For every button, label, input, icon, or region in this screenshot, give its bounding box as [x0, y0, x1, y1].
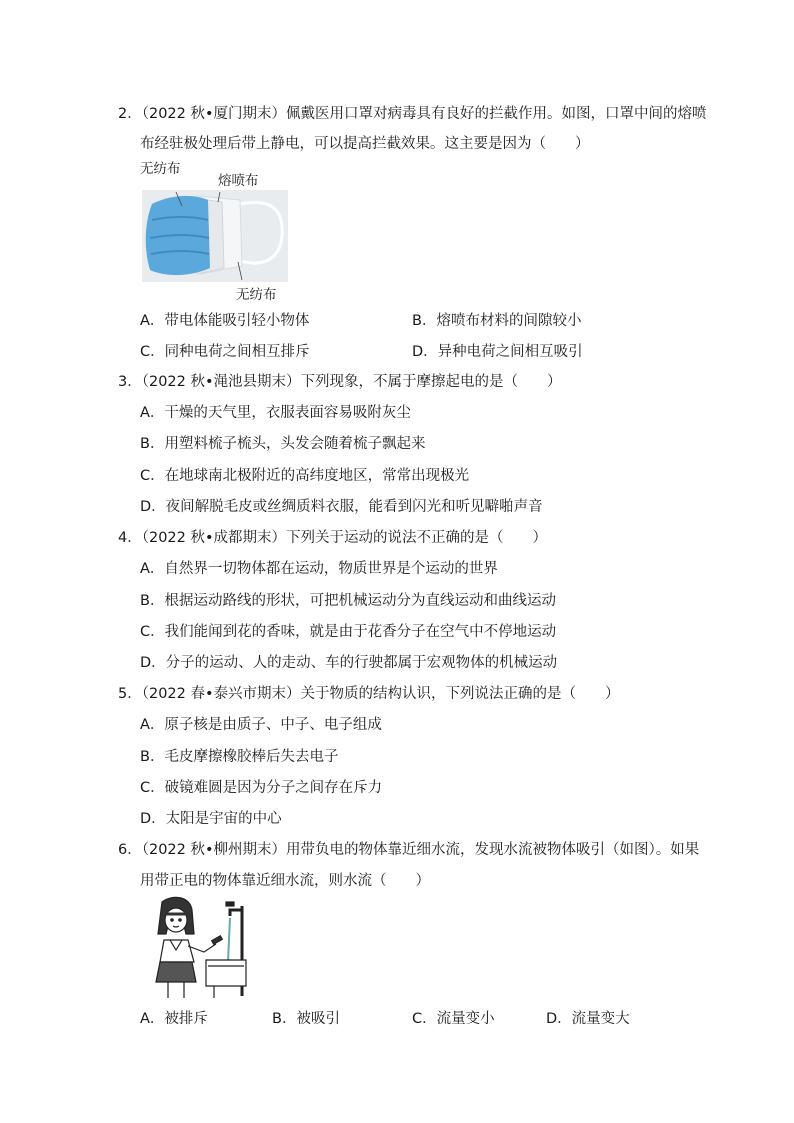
- mask-figure: [142, 190, 288, 282]
- q4-stem: 4．（2022 秋•成都期末）下列关于运动的说法不正确的是（ ）: [118, 530, 548, 546]
- q3-stem: 3．（2022 秋•渑池县期末）下列现象，不属于摩擦起电的是（ ）: [118, 374, 562, 390]
- q3-option-c[interactable]: C．在地球南北极附近的高纬度地区，常常出现极光: [140, 468, 470, 484]
- q2-label-meltblown: 熔喷布: [218, 173, 259, 189]
- girl-with-faucet-icon: [142, 896, 260, 1000]
- q6-option-d[interactable]: D．流量变大: [546, 1011, 630, 1027]
- q4-option-b[interactable]: B．根据运动路线的形状，可把机械运动分为直线运动和曲线运动: [140, 593, 556, 609]
- q2-stem-line-2: 布经驻极处理后带上静电，可以提高拦截效果。这主要是因为（ ）: [140, 136, 590, 152]
- face-mask-icon: [142, 190, 288, 282]
- q2-label-nonwoven-top: 无纺布: [140, 161, 181, 177]
- q4-option-c[interactable]: C．我们能闻到花的香味，就是由于花香分子在空气中不停地运动: [140, 624, 557, 640]
- q6-option-a[interactable]: A．被排斥: [140, 1011, 208, 1027]
- q2-option-d[interactable]: D．异种电荷之间相互吸引: [412, 344, 583, 360]
- q5-option-b[interactable]: B．毛皮摩擦橡胶棒后失去电子: [140, 749, 339, 765]
- q4-option-a[interactable]: A．自然界一切物体都在运动，物质世界是个运动的世界: [140, 561, 498, 577]
- girl-water-figure: [142, 896, 260, 1000]
- q6-option-b[interactable]: B．被吸引: [272, 1011, 340, 1027]
- q2-option-a[interactable]: A．带电体能吸引轻小物体: [140, 313, 310, 329]
- q3-option-d[interactable]: D．夜间解脱毛皮或丝绸质料衣服，能看到闪光和听见噼啪声音: [140, 499, 543, 515]
- q5-stem: 5．（2022 春•泰兴市期末）关于物质的结构认识，下列说法正确的是（ ）: [118, 686, 620, 702]
- q5-option-d[interactable]: D．太阳是宇宙的中心: [140, 811, 282, 827]
- q5-option-a[interactable]: A．原子核是由质子、中子、电子组成: [140, 717, 382, 733]
- q3-option-b[interactable]: B．用塑料梳子梳头，头发会随着梳子飘起来: [140, 436, 426, 452]
- q2-stem-line-1: 2．（2022 秋•厦门期末）佩戴医用口罩对病毒具有良好的拦截作用。如图，口罩中间的熔喷: [118, 106, 707, 122]
- q2-option-c[interactable]: C．同种电荷之间相互排斥: [140, 344, 310, 360]
- q6-stem-line-2: 用带正电的物体靠近细水流，则水流（ ）: [140, 873, 430, 889]
- q2-label-nonwoven-bottom: 无纺布: [236, 287, 277, 303]
- q4-option-d[interactable]: D．分子的运动、人的走动、车的行驶都属于宏观物体的机械运动: [140, 655, 558, 671]
- q3-option-a[interactable]: A．干燥的天气里，衣服表面容易吸附灰尘: [140, 405, 411, 421]
- q2-option-b[interactable]: B．熔喷布材料的间隙较小: [412, 313, 582, 329]
- q6-option-c[interactable]: C．流量变小: [412, 1011, 495, 1027]
- q5-option-c[interactable]: C．破镜难圆是因为分子之间存在斥力: [140, 780, 383, 796]
- q6-stem-line-1: 6．（2022 秋•柳州期末）用带负电的物体靠近细水流，发现水流被物体吸引（如图）。如果: [118, 842, 700, 858]
